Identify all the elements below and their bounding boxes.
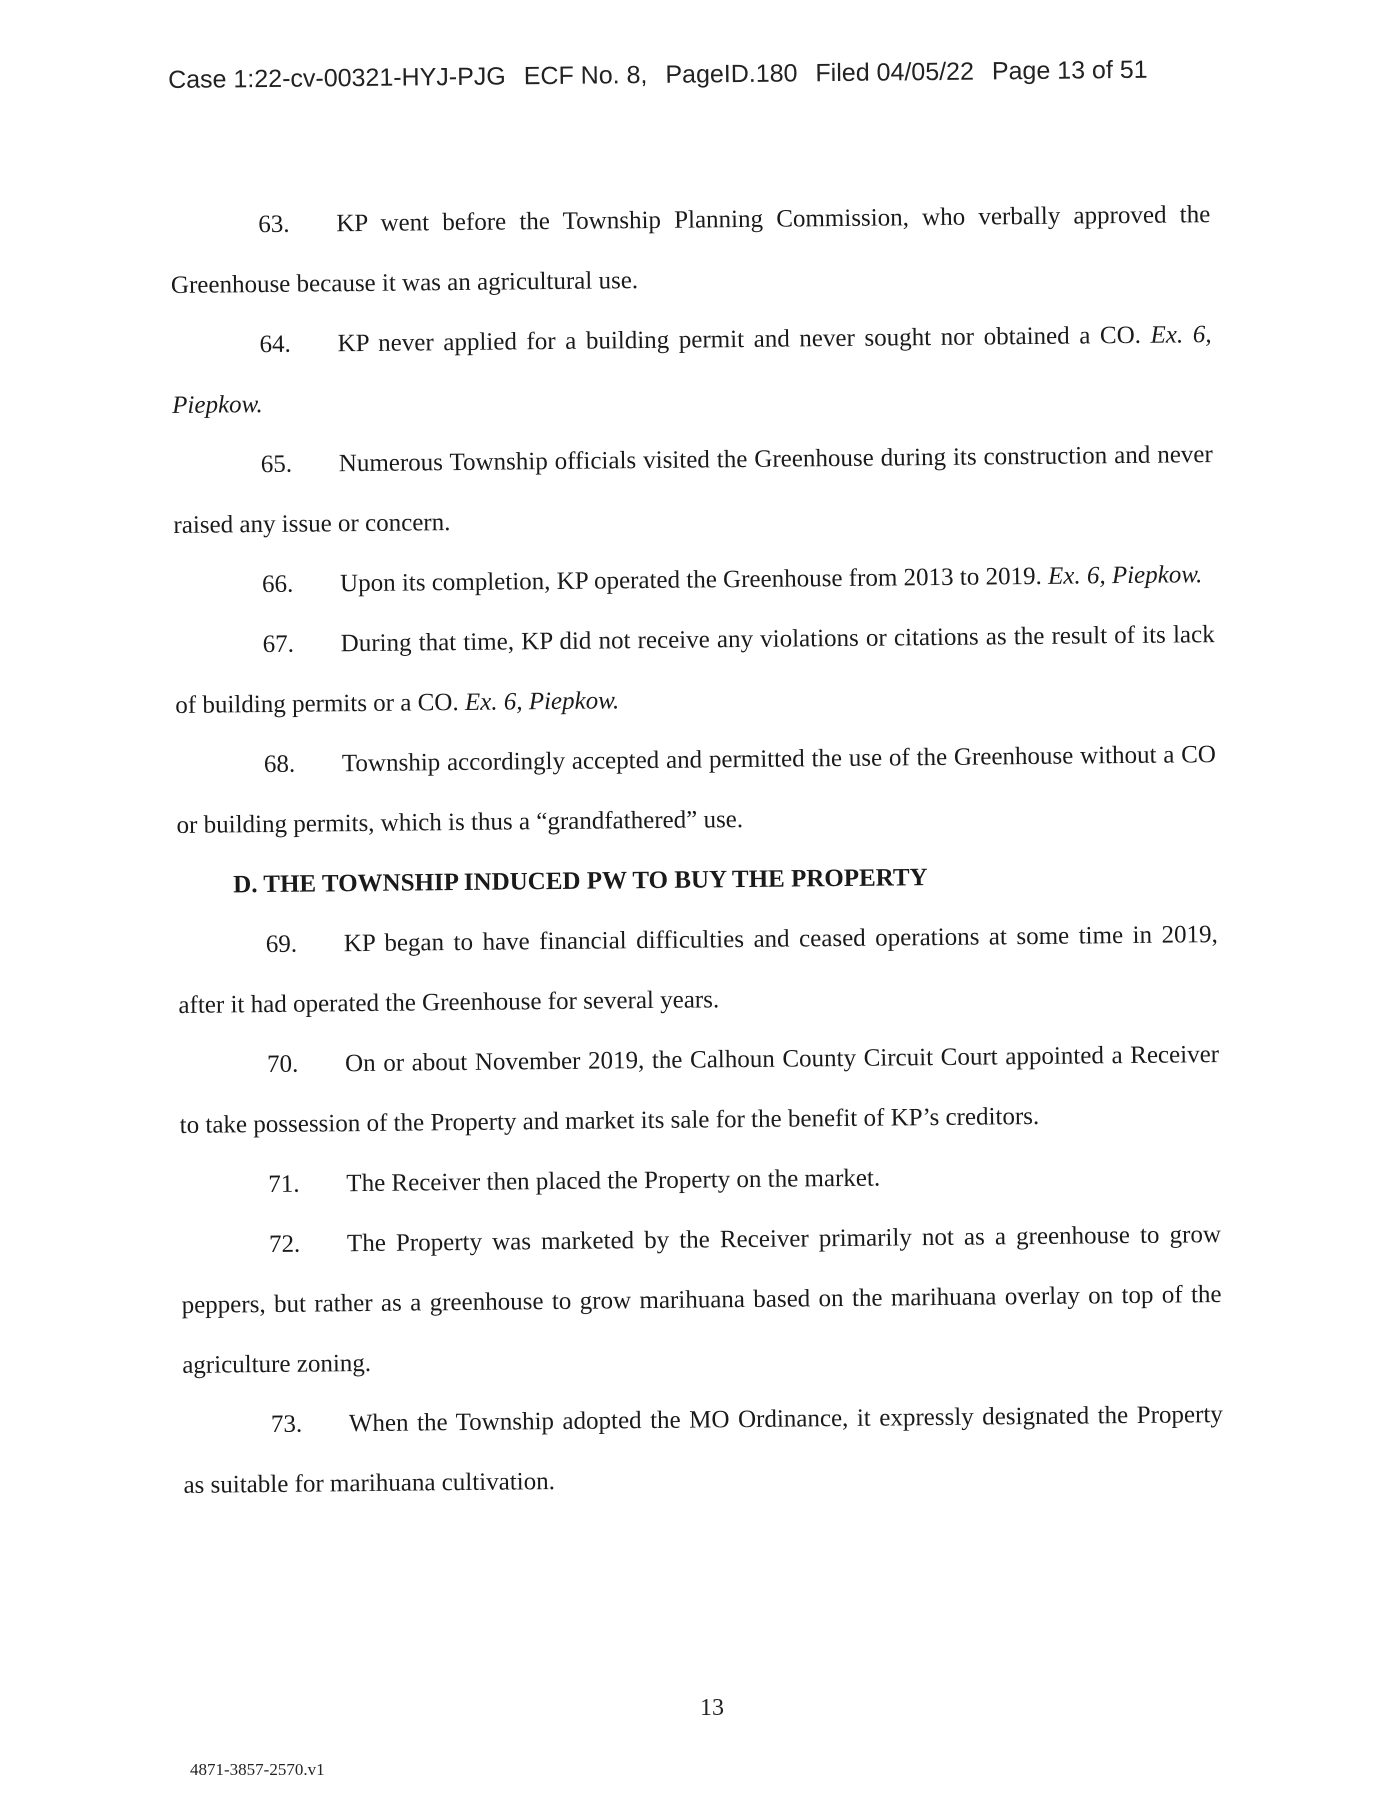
paragraph-number: 63. <box>258 210 290 239</box>
paragraph-72 <box>181 1205 1223 1396</box>
ecf-number: ECF No. 8, <box>523 60 648 91</box>
paragraph-number: 73. <box>270 1410 303 1439</box>
page-of: Page 13 of 51 <box>991 55 1148 86</box>
paragraph-67 <box>174 605 1215 736</box>
paragraph-64 <box>171 305 1212 436</box>
citation: Ex. 6, Piepkow. <box>1047 561 1203 590</box>
page-id: PageID.180 <box>665 59 798 89</box>
paragraph-text: KP went before the Township Planning Commission, who verbally approved the Greenhouse because it was an agricultural use. <box>170 201 1211 299</box>
document-id: 4871-3857-2570.v1 <box>190 1760 325 1779</box>
paragraph-text: On or about November 2019, the Calhoun County Circuit Court appointed a Receiver to take possession of the Property and market its sale for the benefit of KP’s creditors. <box>179 1041 1220 1139</box>
paragraph-69 <box>178 905 1219 1036</box>
filing-header <box>168 56 1166 95</box>
paragraph-text: The Receiver then placed the Property on the market. <box>346 1164 881 1198</box>
paragraph-73 <box>183 1385 1224 1516</box>
paragraph-number: 66. <box>261 570 294 599</box>
paragraph-text: During that time, KP did not receive any violations or citations as the result of its lack of building permits or a CO. <box>175 621 1215 719</box>
paragraph-number: 69. <box>265 930 298 959</box>
paragraph-number: 72. <box>268 1230 301 1259</box>
paragraph-number: 67. <box>262 630 295 659</box>
paragraph-number: 68. <box>263 750 296 779</box>
section-heading: D. THE TOWNSHIP INDUCED PW TO BUY THE PROPERTY <box>233 864 928 899</box>
paragraph-text: Numerous Township officials visited the Greenhouse during its construction and never raised any issue or concern. <box>173 441 1213 539</box>
paragraph-number: 65. <box>260 450 293 479</box>
paragraph-text: The Property was marketed by the Receiver primarily not as a greenhouse to grow peppers, but rather as a greenhouse to grow marihuana based on the marihuana overlay on top of the agriculture zoning. <box>181 1221 1222 1379</box>
paragraph-text: KP never applied for a building permit and never sought nor obtained a CO. <box>337 321 1142 358</box>
paragraph-65 <box>173 425 1214 556</box>
paragraph-63 <box>170 185 1211 316</box>
paragraph-71 <box>180 1145 1221 1216</box>
paragraph-number: 64. <box>259 330 291 359</box>
citation: Ex. 6, Piepkow. <box>464 687 620 716</box>
paragraph-number: 71. <box>268 1170 300 1199</box>
paragraph-66 <box>174 545 1215 616</box>
paragraph-68 <box>176 725 1217 856</box>
paragraph-text: Upon its completion, KP operated the Greenhouse from 2013 to 2019. <box>339 562 1042 598</box>
paragraph-number: 70. <box>266 1050 299 1079</box>
paragraph-text: KP began to have financial difficulties and ceased operations at some time in 2019, after it had operated the Greenhouse for several years. <box>178 921 1218 1019</box>
case-number: Case 1:22-cv-00321-HYJ-PJG <box>168 62 506 94</box>
paragraph-text: Township accordingly accepted and permitted the use of the Greenhouse without a CO or building permits, which is thus a “grandfathered” use. <box>176 741 1217 839</box>
paragraph-70 <box>179 1025 1220 1156</box>
filed-date: Filed 04/05/22 <box>815 57 975 88</box>
paragraph-text: When the Township adopted the MO Ordinance, it expressly designated the Property as suitable for marihuana cultivation. <box>183 1401 1223 1499</box>
page-number: 13 <box>700 1695 724 1721</box>
citation: Ex. 6, Piepkow. <box>172 321 1212 419</box>
document-body <box>170 185 1224 1516</box>
